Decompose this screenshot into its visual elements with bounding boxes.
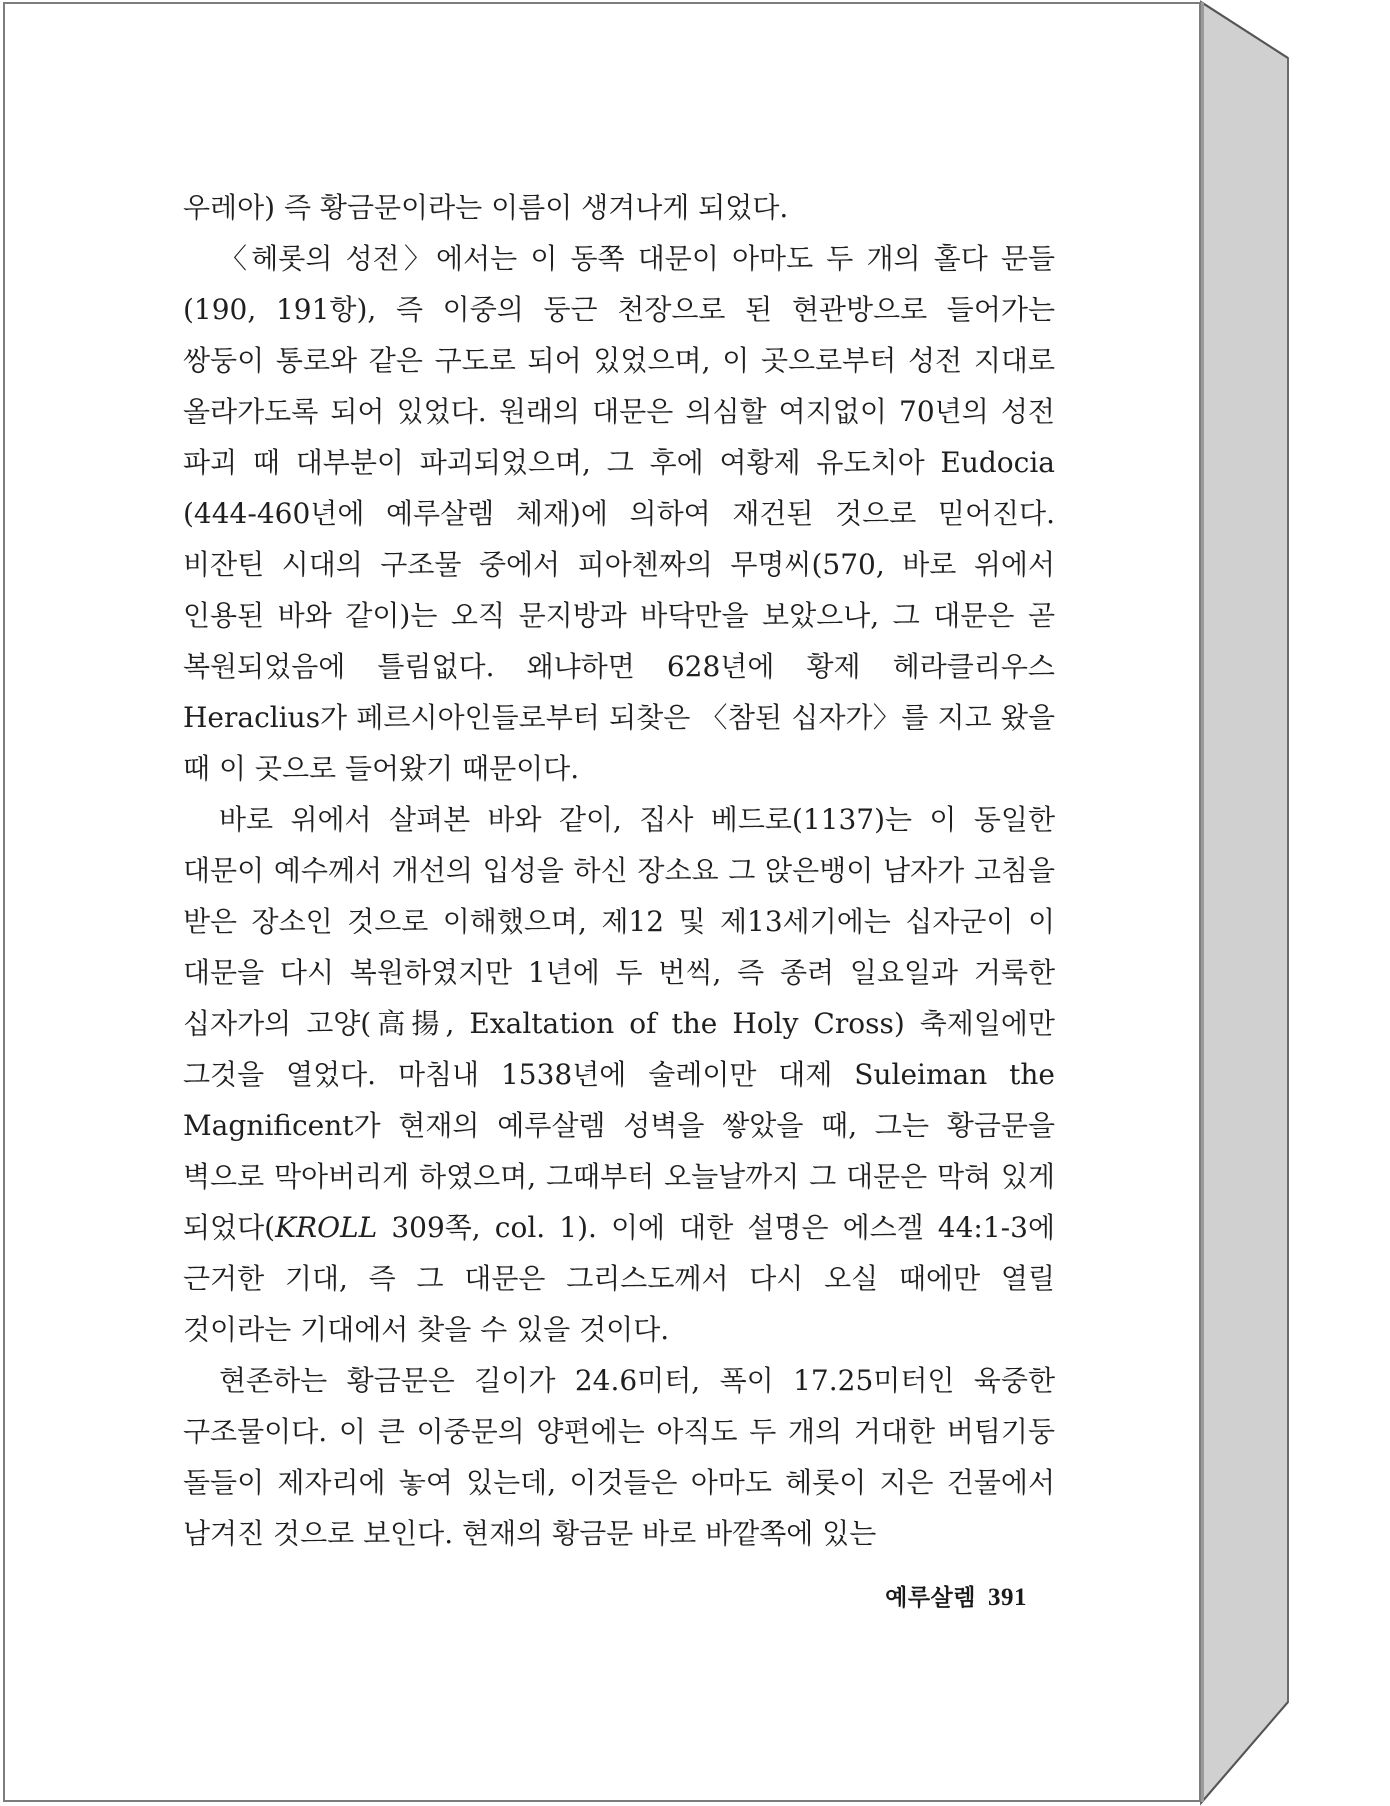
running-title: 예루살렘	[885, 1585, 976, 1611]
body-text	[183, 182, 1055, 1559]
page-number: 391	[988, 1584, 1027, 1611]
paragraph-3-text-after: 309쪽, col. 1). 이에 대한 설명은 에스겔 44:1-3에 근거한 기대, 즉 그 대문은 그리스도께서 다시 오실 때에만 열릴 것이라는 기대에서 찾을 수 있을 것이다.	[183, 1211, 1055, 1346]
page-edge-shadow	[1201, 2, 1204, 1802]
paragraph-2: 〈헤롯의 성전〉에서는 이 동쪽 대문이 아마도 두 개의 홀다 문들(190, 191항), 즉 이중의 둥근 천장으로 된 현관방으로 들어가는 쌍둥이 통로와 같은 구도로 되어 있었으며, 이 곳으로부터 성전 지대로 올라가도록 되어 있었다. 원래의 대문은 의심할 여지없이 70년의 성전 파괴 때 대부분이 파괴되었으며, 그 후에 여황제 유도치아 Eudocia (444-460년에 예루살렘 체재)에 의하여 재건된 것으로 믿어진다. 비잔틴 시대의 구조물 중에서 피아첸짜의 무명씨(570, 바로 위에서 인용된 바와 같이)는 오직 문지방과 바닥만을 보았으나, 그 대문은 곧 복원되었음에 틀림없다. 왜냐하면 628년에 황제 헤라클리우스 Heraclius가 페르시아인들로부터 되찾은 〈참된 십자가〉를 지고 왔을 때 이 곳으로 들어왔기 때문이다.	[183, 242, 1055, 785]
paragraph-4: 현존하는 황금문은 길이가 24.6미터, 폭이 17.25미터인 육중한 구조물이다. 이 큰 이중문의 양편에는 아직도 두 개의 거대한 버팀기둥 돌들이 제자리에 놓여 있는데, 이것들은 아마도 헤롯이 지은 건물에서 남겨진 것으로 보인다. 현재의 황금문 바로 바깥쪽에 있는	[183, 1364, 1055, 1550]
paragraph-3-text-before: 바로 위에서 살펴본 바와 같이, 집사 베드로(1137)는 이 동일한 대문이 예수께서 개선의 입성을 하신 장소요 그 앉은뱅이 남자가 고침을 받은 장소인 것으로 이해했으며, 제12 및 제13세기에는 십자군이 이 대문을 다시 복원하였지만 1년에 두 번씩, 즉 종려 일요일과 거룩한 십자가의 고양(高揚, Exaltation of the Holy Cross) 축제일에만 그것을 열었다. 마침내 1538년에 술레이만 대제 Suleiman the Magnificent가 현재의 예루살렘 성벽을 쌓았을 때, 그는 황금문을 벽으로 막아버리게 하였으며, 그때부터 오늘날까지 그 대문은 막혀 있게 되었다(	[183, 803, 1055, 1244]
citation-kroll: KROLL	[275, 1211, 378, 1244]
page-footer	[5, 1579, 1027, 1612]
paragraph-1: 우레아) 즉 황금문이라는 이름이 생겨나게 되었다.	[183, 191, 789, 224]
book-side-face	[1201, 2, 1288, 1803]
book-page	[3, 2, 1201, 1802]
paragraph-3	[183, 794, 1055, 1355]
